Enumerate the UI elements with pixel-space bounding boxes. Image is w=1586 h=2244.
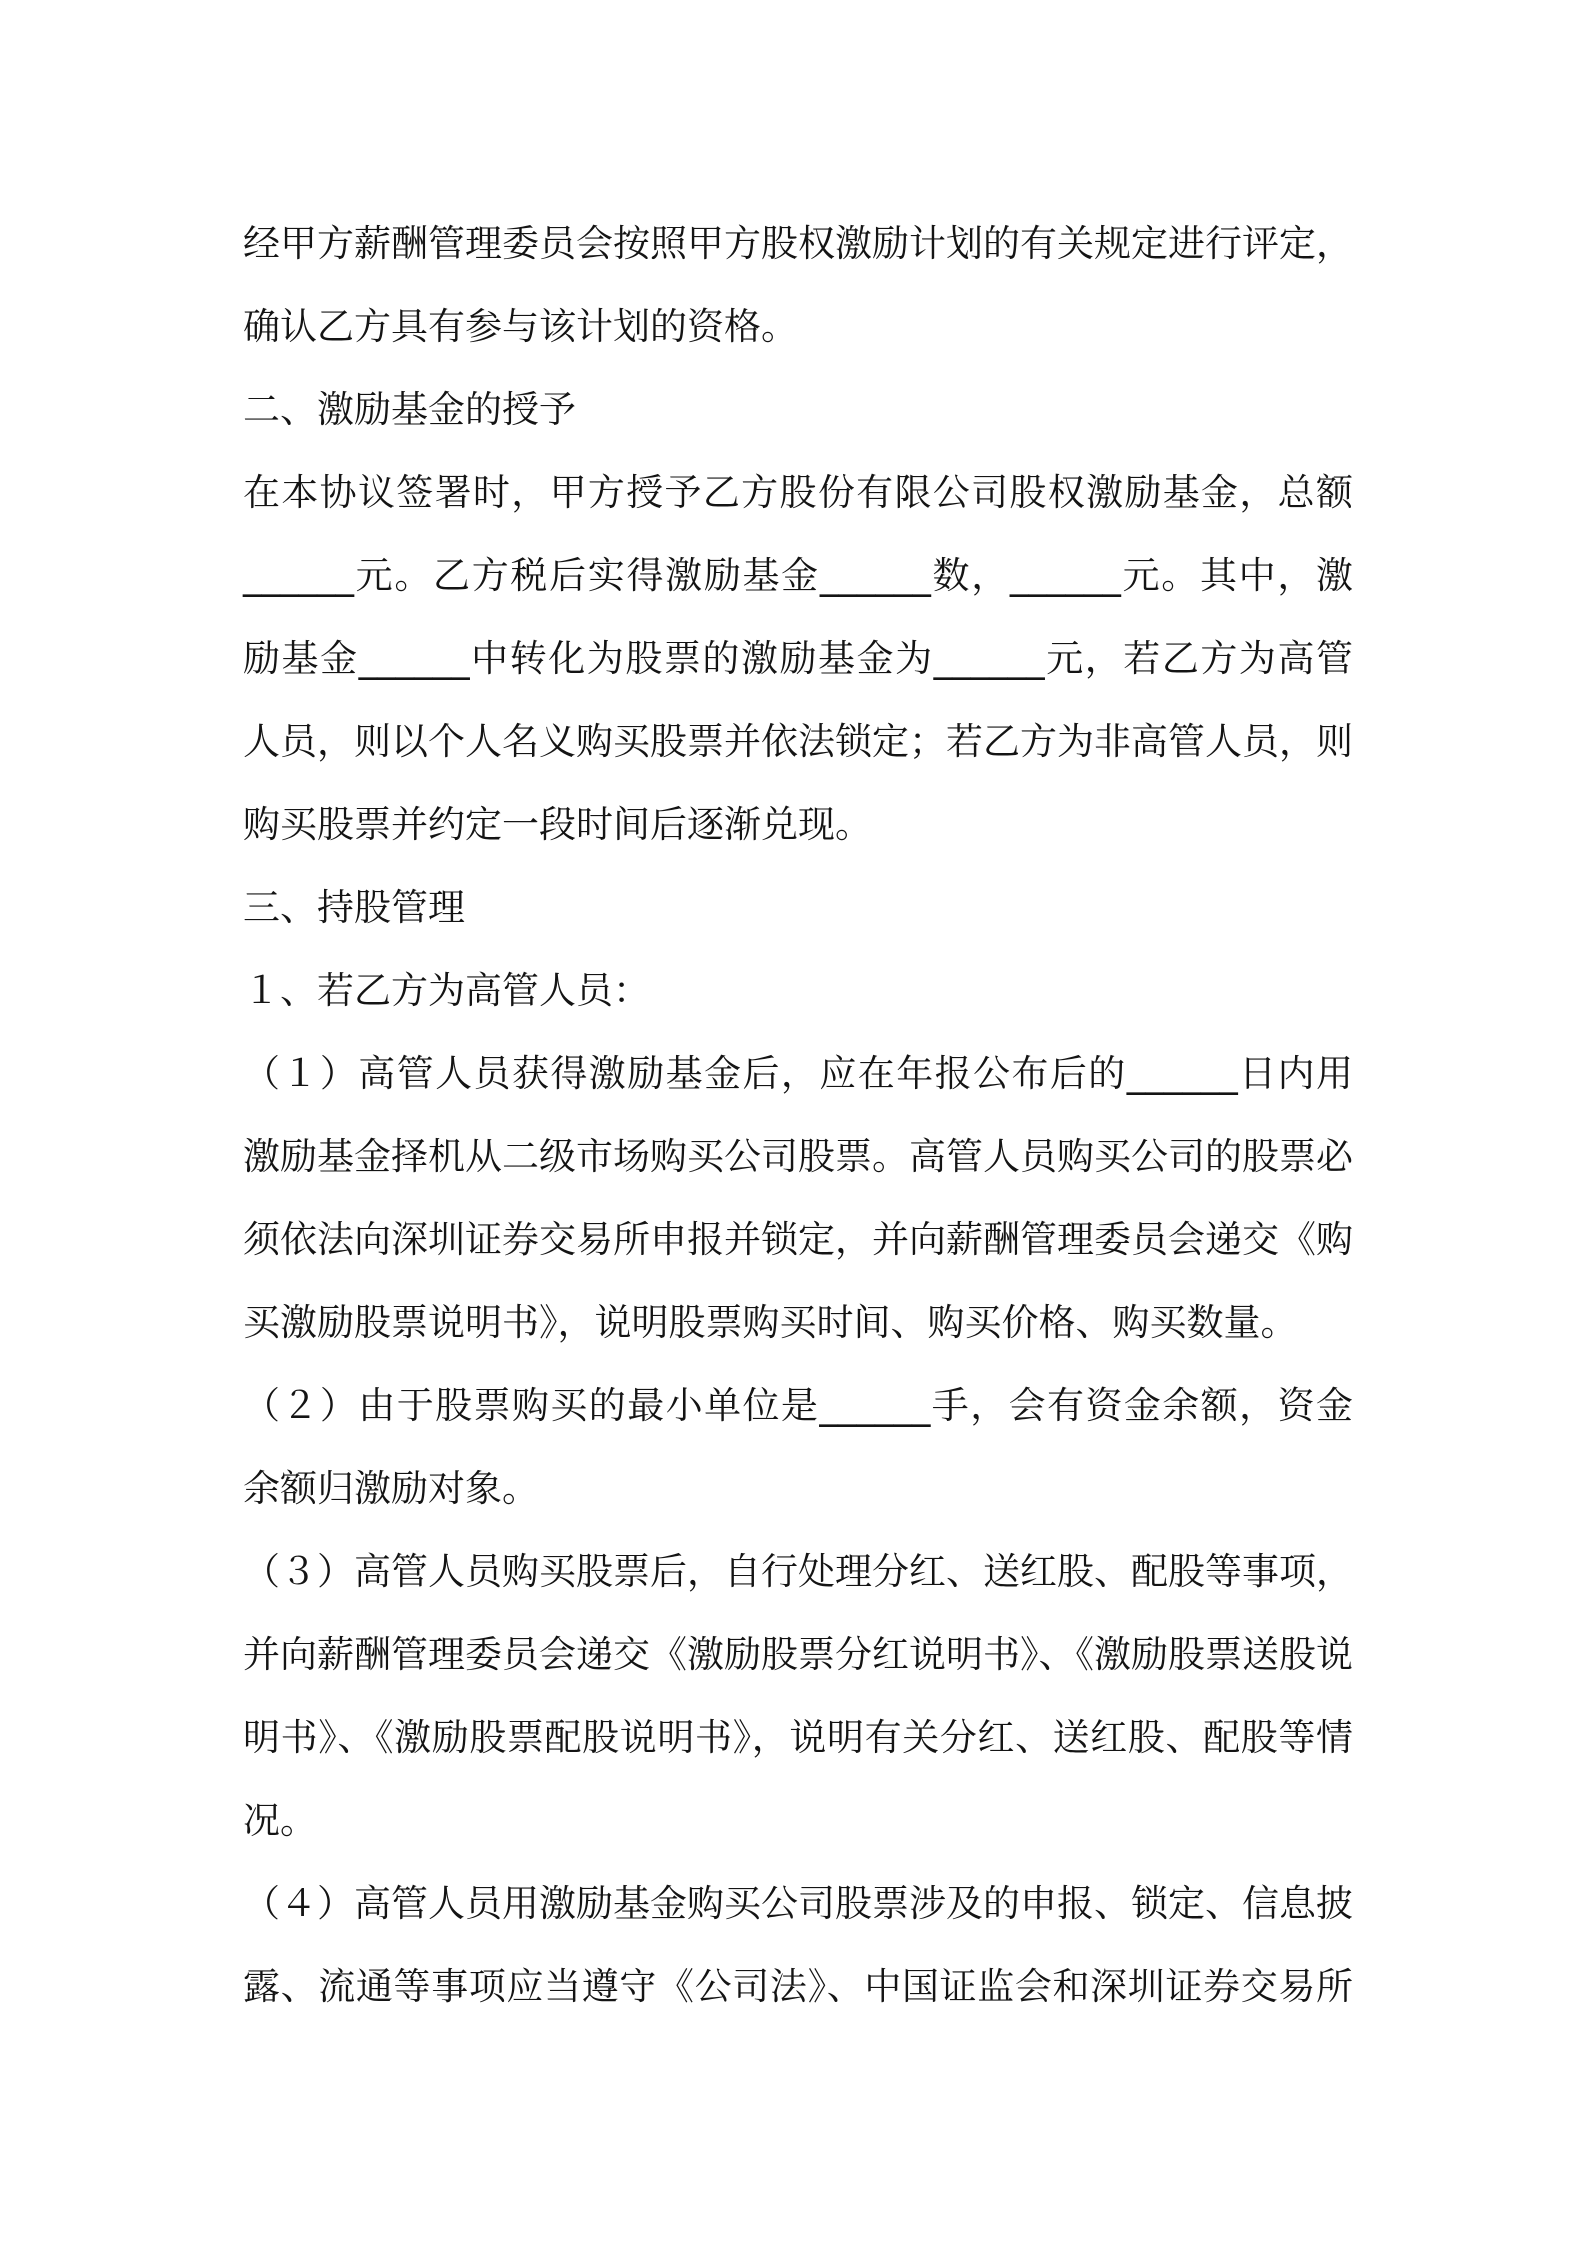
text-line: 激励基金择机从二级市场购买公司股票。高管人员购买公司的股票必 — [243, 1135, 1353, 1178]
text-line: ______元。乙方税后实得激励基金______数，______元。其中，激 — [243, 554, 1353, 597]
text-line: 况。 — [243, 1799, 317, 1842]
text-line: 并向薪酬管理委员会递交《激励股票分红说明书》、《激励股票送股说 — [243, 1633, 1353, 1676]
section-heading: 三、持股管理 — [243, 886, 465, 929]
text-line: （３）高管人员购买股票后，自行处理分红、送红股、配股等事项， — [243, 1550, 1353, 1593]
text-line: （２）由于股票购买的最小单位是______手，会有资金余额，资金 — [243, 1384, 1353, 1427]
text-line: 买激励股票说明书》，说明股票购买时间、购买价格、购买数量。 — [243, 1301, 1298, 1344]
text-line: 须依法向深圳证券交易所申报并锁定，并向薪酬管理委员会递交《购 — [243, 1218, 1353, 1261]
text-line: （４）高管人员用激励基金购买公司股票涉及的申报、锁定、信息披 — [243, 1882, 1353, 1925]
text-line: 在本协议签署时，甲方授予乙方股份有限公司股权激励基金，总额 — [243, 471, 1353, 514]
text-line: 励基金______中转化为股票的激励基金为______元，若乙方为高管 — [243, 637, 1353, 680]
text-line: 露、流通等事项应当遵守《公司法》、中国证监会和深圳证券交易所 — [243, 1965, 1353, 2008]
document-body — [243, 202, 1353, 2028]
text-line: （１）高管人员获得激励基金后，应在年报公布后的______日内用 — [243, 1052, 1353, 1095]
text-line: 人员，则以个人名义购买股票并依法锁定；若乙方为非高管人员，则 — [243, 720, 1353, 763]
text-line: 余额归激励对象。 — [243, 1467, 539, 1510]
text-line: 确认乙方具有参与该计划的资格。 — [243, 305, 798, 348]
subsection-heading: １、若乙方为高管人员： — [243, 969, 650, 1012]
text-line: 购买股票并约定一段时间后逐渐兑现。 — [243, 803, 872, 846]
text-line: 明书》、《激励股票配股说明书》，说明有关分红、送红股、配股等情 — [243, 1716, 1353, 1759]
section-heading: 二、激励基金的授予 — [243, 388, 576, 431]
text-line: 经甲方薪酬管理委员会按照甲方股权激励计划的有关规定进行评定， — [243, 222, 1353, 265]
